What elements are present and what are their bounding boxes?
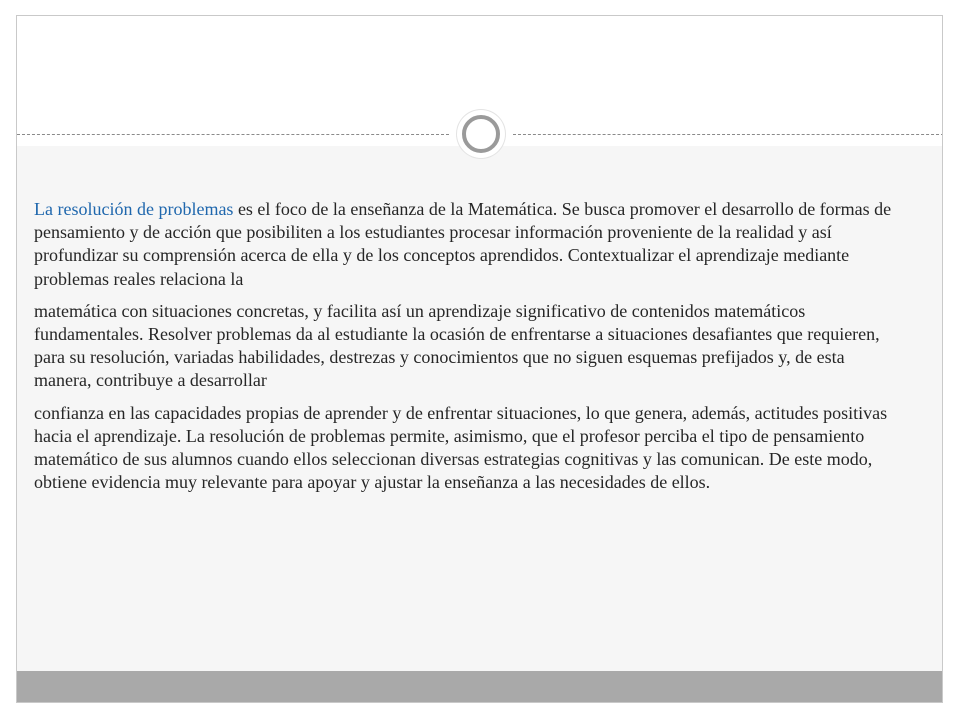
paragraph-3: confianza en las capacidades propias de aprender y de enfrentar situaciones, lo que genera, además, actitudes positivas hacia el aprendizaje. La resolución de problemas permite, asimismo, que el profesor perciba el tipo de pensamiento matemático de sus alumnos cuando ellos seleccionan diversas estrategias cognitivas y las comunican. De este modo, obtiene evidencia muy relevante para apoyar y ajustar la enseñanza a las necesidades de ellos.: [34, 402, 888, 493]
lead-phrase: La resolución de problemas: [34, 199, 234, 219]
paragraph-1-text: es el foco de la enseñanza de la Matemática. Se busca promover el desarrollo de formas de pensamiento y de acción que posibiliten a los estudiantes procesar información proveniente de la realidad y así profundizar su comprensión acerca de ella y de los conceptos aprendidos. Contextualizar el aprendizaje mediante problemas reales relaciona la: [34, 199, 892, 289]
paragraph-1: [34, 198, 894, 291]
circle-ornament-icon: [457, 110, 505, 158]
paragraph-2: matemática con situaciones concretas, y facilita así un aprendizaje significativo de contenidos matemáticos fundamentales. Resolver problemas da al estudiante la ocasión de enfrentarse a situaciones desafiantes que requieren, para su resolución, variadas habilidades, destrezas y conocimientos que no siguen esquemas prefijados y, de esta manera, contribuye a desarrollar: [34, 300, 880, 391]
footer-bar: [17, 671, 942, 703]
circle-ring: [462, 115, 500, 153]
divider-left: [17, 134, 449, 135]
body-text: [34, 198, 894, 494]
divider-right: [513, 134, 943, 135]
